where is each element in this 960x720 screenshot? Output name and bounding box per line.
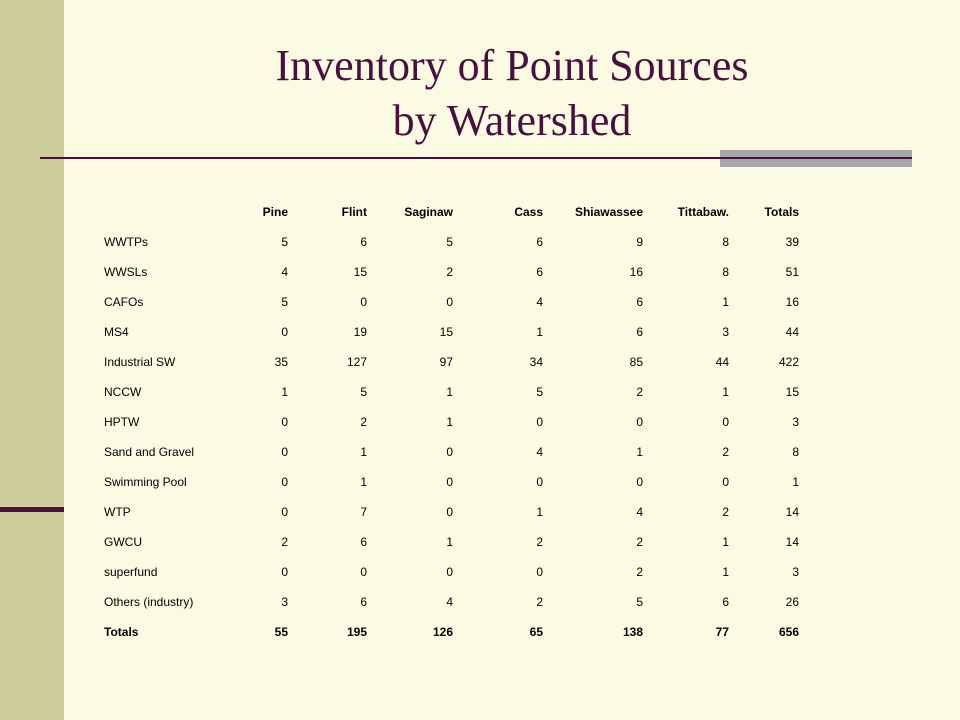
table-cell: 15: [353, 265, 367, 279]
table-row: [96, 497, 799, 527]
table-cell: 0: [281, 565, 288, 579]
row-label: Others (industry): [104, 595, 194, 609]
table-cell: 65: [529, 625, 543, 639]
totals-row: [96, 617, 799, 647]
row-label: CAFOs: [104, 295, 144, 309]
table-cell: 15: [785, 385, 799, 399]
table-cell: 6: [536, 235, 543, 249]
table-cell: 97: [439, 355, 453, 369]
table-cell: 3: [722, 325, 729, 339]
table-cell: 19: [353, 325, 367, 339]
table-cell: 2: [636, 385, 643, 399]
table-cell: 0: [446, 475, 453, 489]
table-cell: 44: [785, 325, 799, 339]
table-cell: 5: [446, 235, 453, 249]
table-cell: 5: [360, 385, 367, 399]
table-cell: 39: [785, 235, 799, 249]
table-row: [96, 587, 799, 617]
table-cell: 4: [446, 595, 453, 609]
table-cell: 1: [792, 475, 799, 489]
column-header: Tittabaw.: [677, 205, 729, 219]
table-cell: 7: [360, 505, 367, 519]
table-cell: 1: [722, 295, 729, 309]
column-header: Saginaw: [404, 205, 453, 219]
table-cell: 2: [636, 565, 643, 579]
sidebar-decoration: [0, 0, 64, 720]
table-cell: 4: [536, 295, 543, 309]
sidebar-accent-bar: [0, 507, 64, 512]
table-cell: 0: [636, 475, 643, 489]
table-header-row: [96, 197, 799, 227]
table-cell: 6: [636, 325, 643, 339]
table-cell: 2: [281, 535, 288, 549]
table-cell: 14: [785, 505, 799, 519]
row-label: GWCU: [104, 535, 142, 549]
table-cell: 1: [722, 385, 729, 399]
table-cell: 34: [529, 355, 543, 369]
table-cell: 2: [536, 535, 543, 549]
table-cell: 5: [281, 295, 288, 309]
row-label: Sand and Gravel: [104, 445, 195, 459]
table-row: [96, 287, 799, 317]
column-header: Cass: [514, 205, 543, 219]
table-cell: 16: [785, 295, 799, 309]
table-cell: 1: [636, 445, 643, 459]
table-cell: 8: [792, 445, 799, 459]
table-cell: 1: [722, 565, 729, 579]
table-cell: 1: [446, 415, 453, 429]
table-row: [96, 467, 799, 497]
table-cell: 0: [536, 475, 543, 489]
table-cell: 1: [360, 445, 367, 459]
table-cell: 0: [446, 295, 453, 309]
table-cell: 1: [446, 385, 453, 399]
table-row: [96, 257, 799, 287]
table-row: [96, 527, 799, 557]
table-cell: 0: [722, 415, 729, 429]
row-label: Totals: [104, 625, 139, 639]
point-source-table: [96, 197, 799, 647]
table-cell: 0: [446, 445, 453, 459]
table-cell: 8: [722, 265, 729, 279]
table-cell: 6: [536, 265, 543, 279]
table-cell: 1: [536, 325, 543, 339]
table-cell: 6: [360, 235, 367, 249]
table-cell: 0: [281, 325, 288, 339]
table-cell: 2: [446, 265, 453, 279]
table-row: [96, 317, 799, 347]
table-row: [96, 347, 799, 377]
table-row: [96, 557, 799, 587]
table-cell: 1: [536, 505, 543, 519]
table-cell: 138: [622, 625, 643, 639]
table-cell: 0: [722, 475, 729, 489]
table-cell: 195: [346, 625, 367, 639]
table-cell: 0: [446, 505, 453, 519]
table-cell: 4: [536, 445, 543, 459]
table-cell: 2: [636, 535, 643, 549]
table-cell: 14: [785, 535, 799, 549]
table-cell: 0: [281, 475, 288, 489]
table-cell: 35: [274, 355, 288, 369]
column-header: Totals: [764, 205, 799, 219]
table-cell: 1: [360, 475, 367, 489]
table-cell: 0: [360, 565, 367, 579]
row-label: Industrial SW: [104, 355, 176, 369]
title-rule: [40, 157, 912, 159]
table-cell: 26: [785, 595, 799, 609]
table-cell: 127: [346, 355, 367, 369]
table-cell: 4: [281, 265, 288, 279]
table-row: [96, 377, 799, 407]
header-corner: [96, 197, 216, 227]
table-cell: 2: [536, 595, 543, 609]
table-cell: 3: [281, 595, 288, 609]
table-cell: 2: [722, 505, 729, 519]
table-cell: 0: [536, 565, 543, 579]
table-cell: 2: [722, 445, 729, 459]
table-row: [96, 227, 799, 257]
table-cell: 0: [636, 415, 643, 429]
table-cell: 4: [636, 505, 643, 519]
table-cell: 1: [722, 535, 729, 549]
table-cell: 3: [792, 415, 799, 429]
table-cell: 5: [281, 235, 288, 249]
column-header: Flint: [341, 205, 367, 219]
table-cell: 2: [360, 415, 367, 429]
table-cell: 656: [778, 625, 799, 639]
table-cell: 15: [439, 325, 453, 339]
table-cell: 0: [281, 415, 288, 429]
table-cell: 1: [281, 385, 288, 399]
row-label: HPTW: [104, 415, 140, 429]
table-cell: 44: [715, 355, 729, 369]
table-cell: 77: [715, 625, 729, 639]
table-cell: 1: [446, 535, 453, 549]
table-cell: 8: [722, 235, 729, 249]
table-cell: 5: [536, 385, 543, 399]
table-cell: 6: [636, 295, 643, 309]
table-cell: 0: [536, 415, 543, 429]
row-label: WWSLs: [104, 265, 148, 279]
row-label: NCCW: [104, 385, 142, 399]
row-label: Swimming Pool: [104, 475, 187, 489]
table-cell: 85: [629, 355, 643, 369]
slide-title: [64, 38, 960, 148]
table-cell: 5: [636, 595, 643, 609]
row-label: superfund: [104, 565, 158, 579]
table-cell: 6: [360, 535, 367, 549]
table-row: [96, 407, 799, 437]
table-cell: 0: [281, 445, 288, 459]
row-label: WTP: [104, 505, 131, 519]
table-cell: 0: [446, 565, 453, 579]
table-cell: 55: [274, 625, 288, 639]
table-cell: 422: [778, 355, 799, 369]
table-row: [96, 437, 799, 467]
title-line-2: by Watershed: [392, 96, 632, 145]
table-cell: 9: [636, 235, 643, 249]
table-cell: 6: [722, 595, 729, 609]
table-cell: 51: [785, 265, 799, 279]
table-cell: 3: [792, 565, 799, 579]
table-cell: 126: [432, 625, 453, 639]
table-cell: 16: [629, 265, 643, 279]
table-cell: 0: [360, 295, 367, 309]
table-cell: 6: [360, 595, 367, 609]
title-line-1: Inventory of Point Sources: [275, 41, 749, 90]
column-header: Shiawassee: [574, 205, 643, 219]
column-header: Pine: [262, 205, 288, 219]
row-label: WWTPs: [104, 235, 148, 249]
row-label: MS4: [104, 325, 129, 339]
table-cell: 0: [281, 505, 288, 519]
